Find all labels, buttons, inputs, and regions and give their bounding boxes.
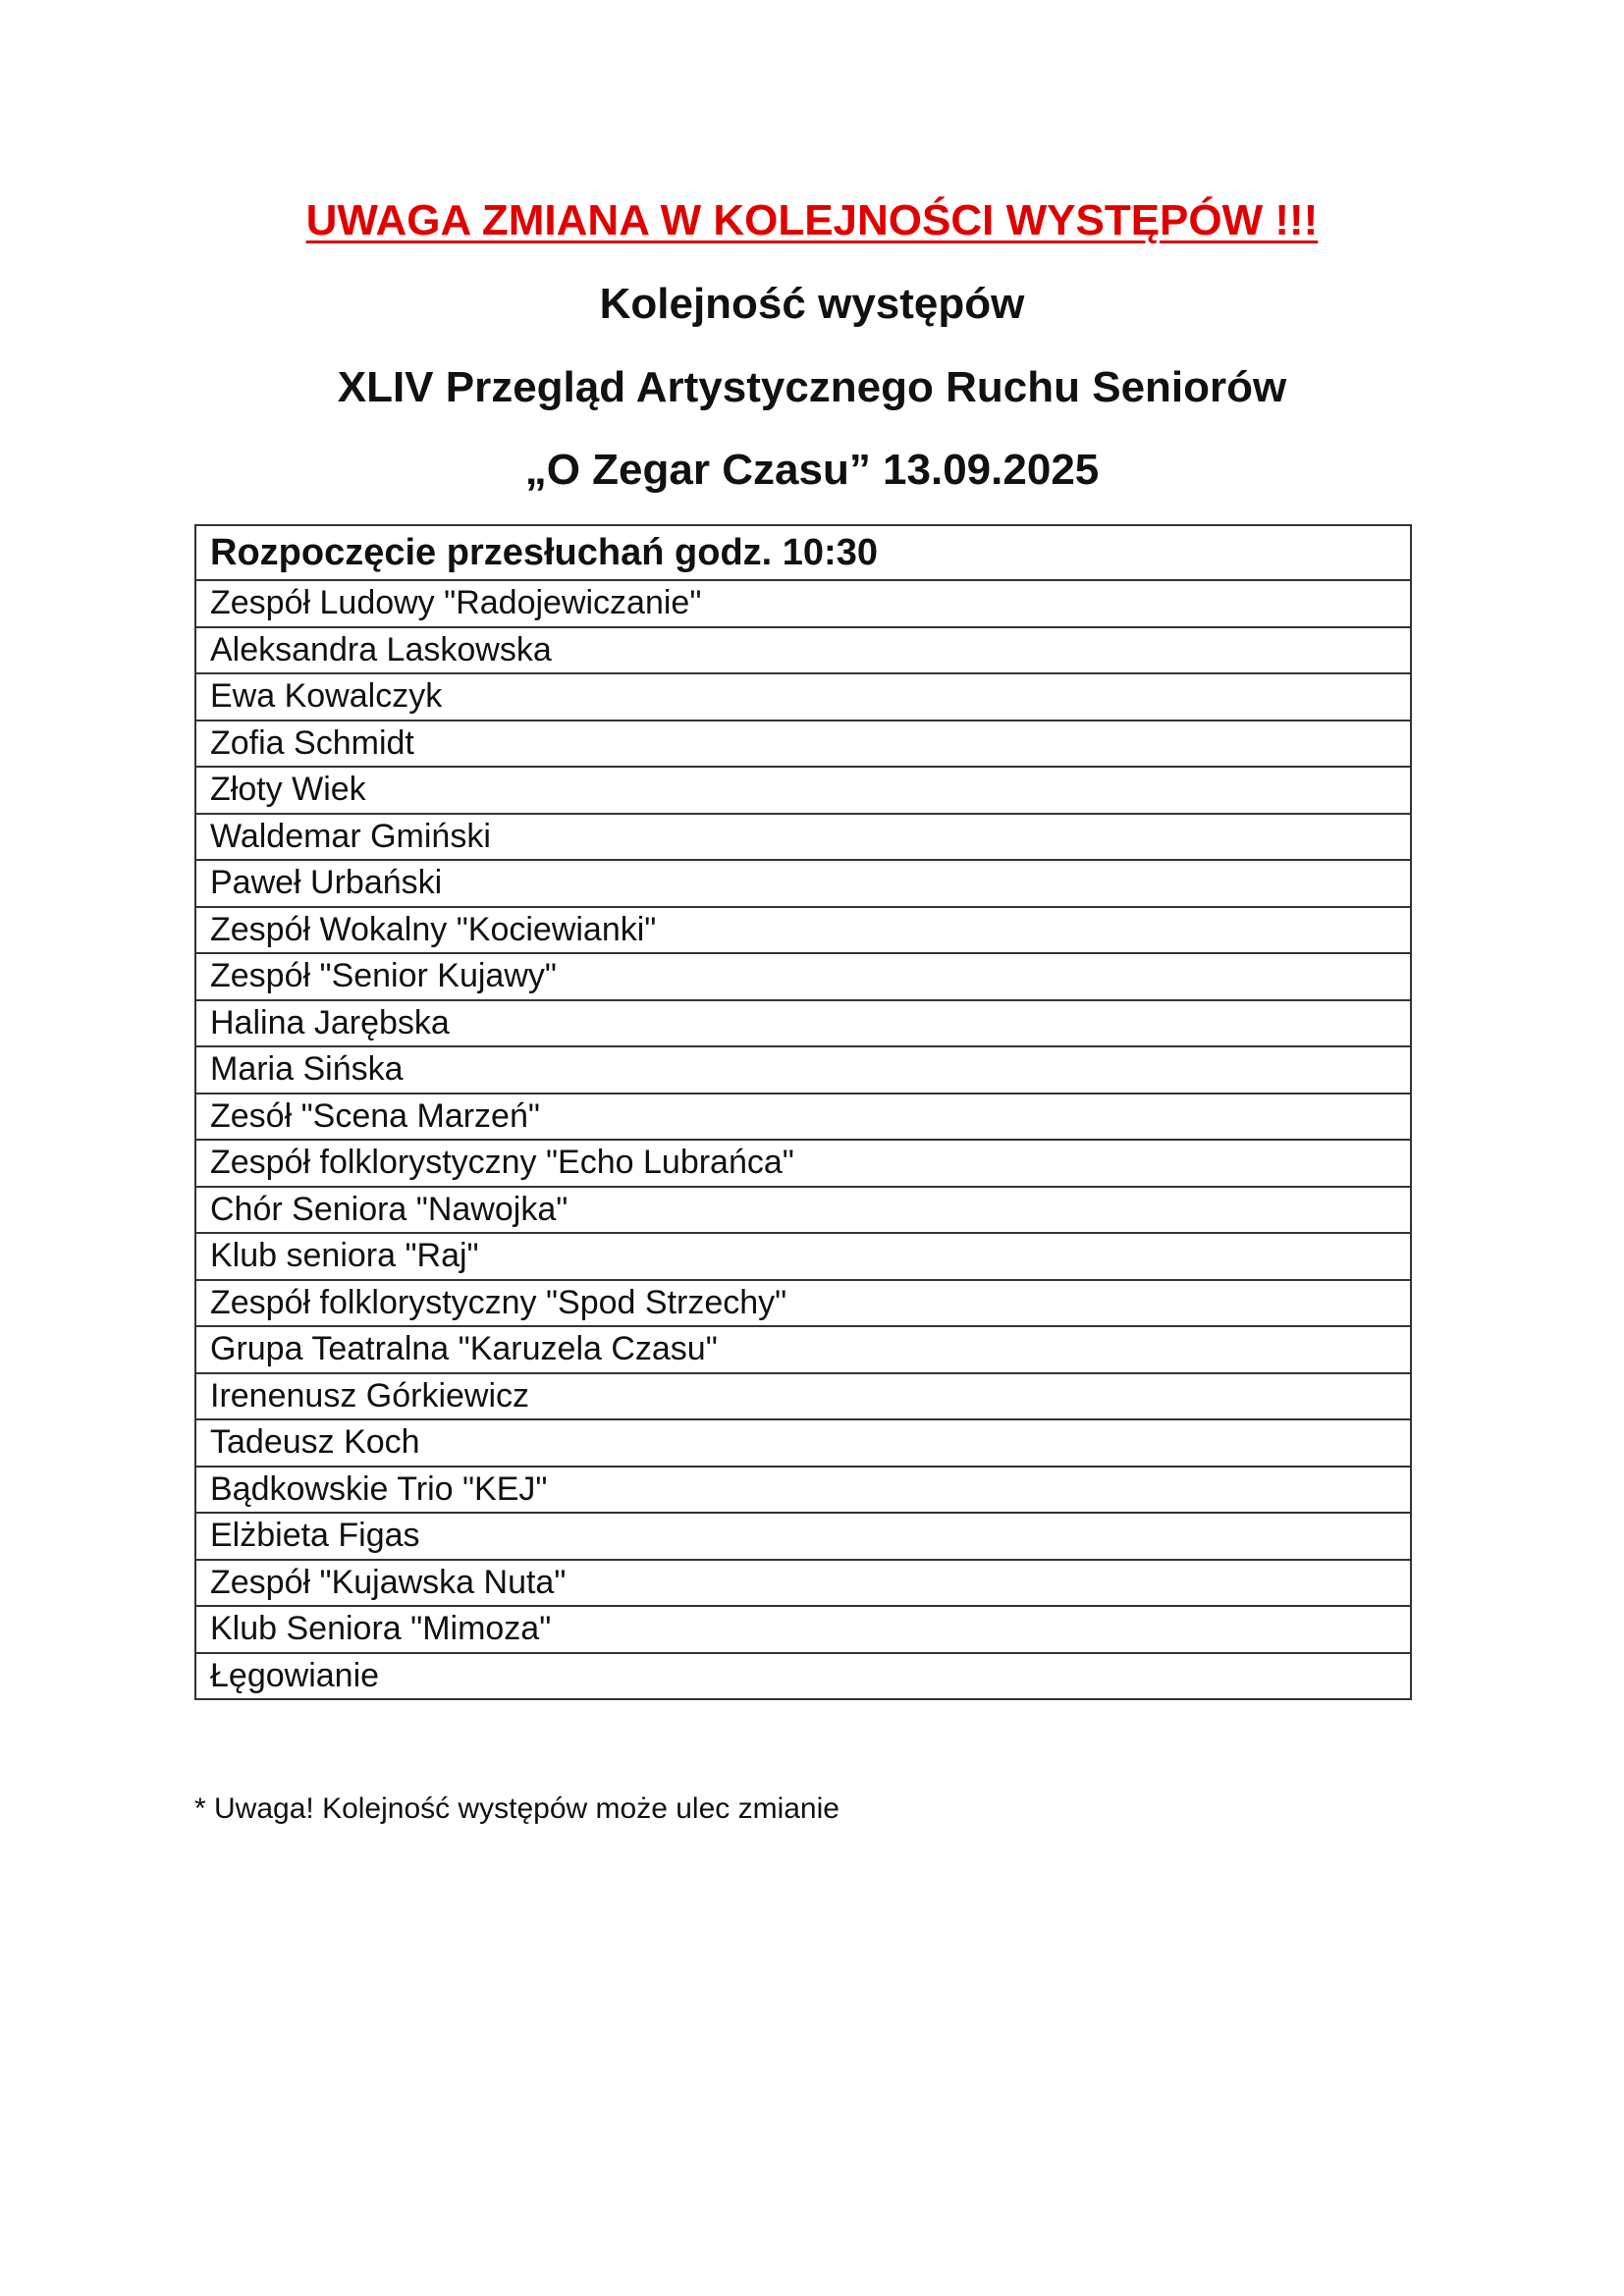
table-row — [195, 1000, 1411, 1047]
performer-name: Chór Seniora "Nawojka" — [195, 1187, 1411, 1234]
table-row — [195, 673, 1411, 721]
start-time-heading: Rozpoczęcie przesłuchań godz. 10:30 — [195, 525, 1411, 580]
performer-name: Zespół "Senior Kujawy" — [195, 953, 1411, 1000]
performer-name: Irenenusz Górkiewicz — [195, 1373, 1411, 1420]
performer-name: Elżbieta Figas — [195, 1513, 1411, 1560]
performer-name: Zespół Ludowy "Radojewiczanie" — [195, 580, 1411, 627]
table-row — [195, 860, 1411, 907]
change-notice: UWAGA ZMIANA W KOLEJNOŚCI WYSTĘPÓW !!! — [305, 196, 1319, 244]
table-row — [195, 1606, 1411, 1653]
table-row — [195, 721, 1411, 768]
performer-name: Halina Jarębska — [195, 1000, 1411, 1047]
table-row — [195, 1187, 1411, 1234]
table-row — [195, 1560, 1411, 1607]
performer-name: Waldemar Gmiński — [195, 814, 1411, 861]
performer-name: Maria Sińska — [195, 1046, 1411, 1094]
table-row — [195, 1326, 1411, 1373]
performer-name: Zespół folklorystyczny "Echo Lubrańca" — [195, 1140, 1411, 1187]
performer-name: Klub Seniora "Mimoza" — [195, 1606, 1411, 1653]
performer-name: Paweł Urbański — [195, 860, 1411, 907]
page-subtitle: Kolejność występów — [599, 280, 1025, 328]
performer-name: Zespół Wokalny "Kociewianki" — [195, 907, 1411, 954]
performer-name: Bądkowskie Trio "KEJ" — [195, 1467, 1411, 1514]
table-row — [195, 767, 1411, 814]
event-name: XLIV Przegląd Artystycznego Ruchu Seniorów — [337, 363, 1287, 411]
table-row — [195, 1046, 1411, 1094]
performer-name: Zofia Schmidt — [195, 721, 1411, 768]
performer-name: Zespół "Kujawska Nuta" — [195, 1560, 1411, 1607]
table-row — [195, 1373, 1411, 1420]
table-row — [195, 953, 1411, 1000]
footnote: * Uwaga! Kolejność występów może ulec zmianie — [194, 1792, 839, 1825]
table-row — [195, 1280, 1411, 1327]
table-row — [195, 1140, 1411, 1187]
performer-name: Aleksandra Laskowska — [195, 627, 1411, 674]
performer-name: Łęgowianie — [195, 1653, 1411, 1700]
table-row — [195, 1419, 1411, 1467]
performer-name: Klub seniora "Raj" — [195, 1233, 1411, 1280]
performer-name: Zespół folklorystyczny "Spod Strzechy" — [195, 1280, 1411, 1327]
performer-name: Grupa Teatralna "Karuzela Czasu" — [195, 1326, 1411, 1373]
table-row — [195, 1467, 1411, 1514]
table-row — [195, 1094, 1411, 1141]
performer-name: Tadeusz Koch — [195, 1419, 1411, 1467]
table-row — [195, 627, 1411, 674]
performer-name: Zesół "Scena Marzeń" — [195, 1094, 1411, 1141]
performance-order-table — [194, 524, 1412, 1700]
table-row — [195, 580, 1411, 627]
table-row — [195, 1513, 1411, 1560]
table-row — [195, 814, 1411, 861]
table-row — [195, 1233, 1411, 1280]
performer-name: Złoty Wiek — [195, 767, 1411, 814]
performer-name: Ewa Kowalczyk — [195, 673, 1411, 721]
table-row — [195, 907, 1411, 954]
table-row — [195, 1653, 1411, 1700]
event-title-date: „O Zegar Czasu” 13.09.2025 — [524, 446, 1100, 494]
table-header-row — [195, 525, 1411, 580]
